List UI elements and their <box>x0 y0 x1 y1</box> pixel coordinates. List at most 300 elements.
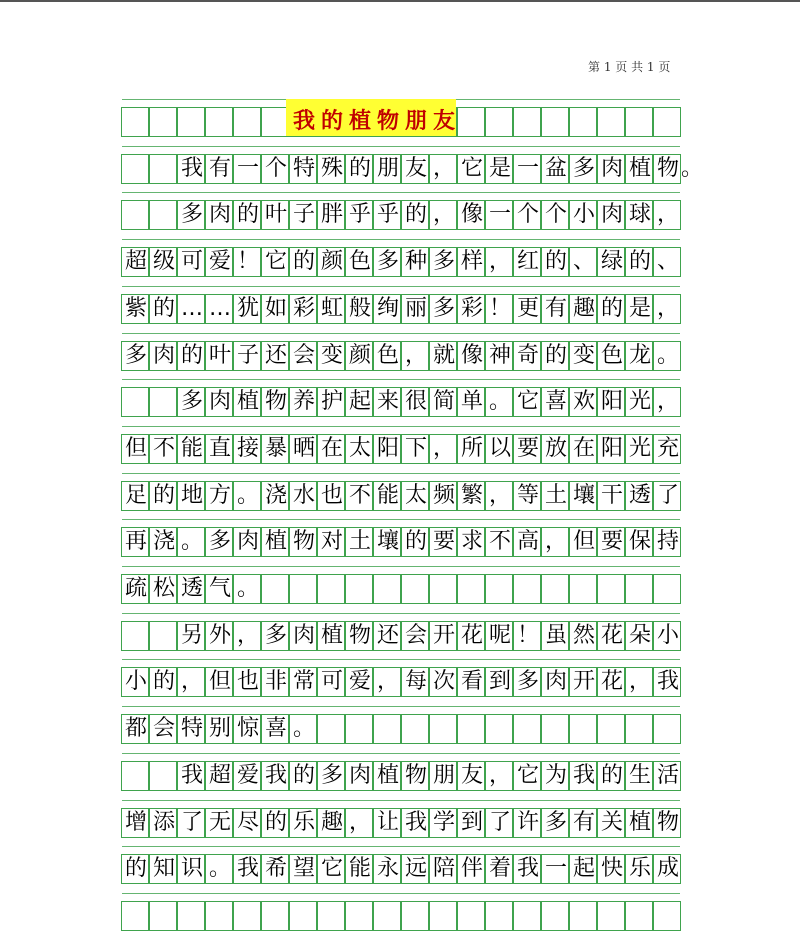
essay-char: 很 <box>404 389 427 415</box>
essay-char: 阳 <box>600 389 623 415</box>
essay-char: 干 <box>600 482 623 508</box>
essay-char: 尽 <box>236 809 259 835</box>
essay-char: 子 <box>236 342 259 368</box>
essay-char: 。 <box>292 716 315 742</box>
essay-char: 会 <box>404 622 427 648</box>
essay-char: 水 <box>292 482 315 508</box>
essay-char: 的 <box>152 669 175 695</box>
essay-char: 的 <box>544 342 567 368</box>
essay-char: 来 <box>376 389 399 415</box>
essay-char: 惊 <box>236 716 259 742</box>
essay-char: 小 <box>656 622 679 648</box>
essay-char: 变 <box>572 342 595 368</box>
essay-char: 多 <box>124 342 147 368</box>
essay-char: 它 <box>264 249 287 275</box>
grid-cell <box>485 107 513 137</box>
essay-char: 再 <box>124 529 147 555</box>
essay-char: 生 <box>628 762 651 788</box>
essay-char: 多 <box>180 389 203 415</box>
essay-char: 每 <box>404 669 427 695</box>
grid-cell <box>289 901 317 931</box>
grid-cell <box>401 714 429 744</box>
essay-char: 、 <box>656 249 679 275</box>
essay-char: 都 <box>124 716 147 742</box>
essay-char: 在 <box>320 435 343 461</box>
essay-char: 充 <box>656 435 679 461</box>
essay-char: 肉 <box>208 389 231 415</box>
essay-char: 子 <box>292 202 315 228</box>
grid-cell <box>513 574 541 604</box>
essay-char: 阳 <box>376 435 399 461</box>
essay-char: 植 <box>628 809 651 835</box>
grid-cell <box>121 761 149 791</box>
essay-char: … <box>181 295 203 321</box>
essay-char: 方 <box>208 482 231 508</box>
grid-cell <box>205 107 233 137</box>
essay-char: 我 <box>404 809 427 835</box>
essay-char: 开 <box>572 669 595 695</box>
essay-char: 了 <box>180 809 203 835</box>
essay-char: 胖 <box>320 202 343 228</box>
essay-char: 喜 <box>544 389 567 415</box>
essay-char: 龙 <box>628 342 651 368</box>
essay-char: 红 <box>516 249 539 275</box>
essay-char: 肉 <box>236 529 259 555</box>
grid-cell <box>149 621 177 651</box>
essay-char: 对 <box>320 529 343 555</box>
essay-char: 简 <box>432 389 455 415</box>
essay-char: 。 <box>656 342 679 368</box>
essay-char: 的 <box>292 249 315 275</box>
grid-cell <box>373 901 401 931</box>
essay-char: 爱 <box>236 762 259 788</box>
essay-char: 以 <box>488 435 511 461</box>
grid-cell <box>373 574 401 604</box>
essay-char: 的 <box>600 762 623 788</box>
essay-char: 种 <box>404 249 427 275</box>
essay-char: 肉 <box>152 342 175 368</box>
essay-char: 多 <box>516 669 539 695</box>
essay-char: ， <box>544 529 567 555</box>
essay-char: 友 <box>404 155 427 181</box>
essay-char: 肉 <box>292 622 315 648</box>
grid-cell <box>149 154 177 184</box>
essay-char: 个 <box>544 202 567 228</box>
essay-char: 保 <box>628 529 651 555</box>
essay-char: 次 <box>432 669 455 695</box>
grid-cell <box>149 901 177 931</box>
essay-char: 也 <box>320 482 343 508</box>
essay-char: 乎 <box>348 202 371 228</box>
grid-cell <box>597 107 625 137</box>
essay-char: 透 <box>180 576 203 601</box>
essay-char: 为 <box>544 762 567 788</box>
grid-cell <box>653 901 681 931</box>
essay-char: 多 <box>180 202 203 228</box>
essay-char: 活 <box>656 762 679 788</box>
grid-cell <box>541 574 569 604</box>
essay-char: 级 <box>152 249 175 275</box>
title-char: 友 <box>432 109 455 134</box>
essay-char: 多 <box>208 529 231 555</box>
essay-char: 了 <box>656 482 679 508</box>
essay-char: 关 <box>600 809 623 835</box>
essay-char: 殊 <box>320 155 343 181</box>
essay-char: 的 <box>264 809 287 835</box>
essay-char: ， <box>628 669 651 695</box>
essay-char: 喜 <box>264 716 287 742</box>
essay-char: 看 <box>460 669 483 695</box>
grid-cell <box>569 574 597 604</box>
essay-char: 物 <box>292 529 315 555</box>
grid-cell <box>261 107 289 137</box>
essay-char: 许 <box>516 809 539 835</box>
grid-cell <box>429 574 457 604</box>
grid-cell <box>569 107 597 137</box>
essay-char: 能 <box>348 856 371 882</box>
essay-char: ， <box>376 669 399 695</box>
essay-char: 持 <box>656 529 679 555</box>
essay-char: 让 <box>376 809 399 835</box>
essay-char: 丽 <box>404 295 427 321</box>
grid-cell <box>233 901 261 931</box>
grid-cell <box>149 107 177 137</box>
essay-char: 着 <box>488 856 511 882</box>
essay-char: 爱 <box>208 249 231 275</box>
essay-char: 我 <box>264 762 287 788</box>
essay-char: 但 <box>208 669 231 695</box>
essay-char: 呢 <box>488 622 511 648</box>
essay-char: 有 <box>208 155 231 181</box>
essay-char: ， <box>404 342 427 368</box>
essay-char: 、 <box>572 249 595 275</box>
essay-char: 的 <box>124 856 147 882</box>
essay-char: 多 <box>376 249 399 275</box>
essay-char: 单 <box>460 389 483 415</box>
essay-char: 要 <box>516 435 539 461</box>
grid-cell <box>625 107 653 137</box>
page-top-border <box>0 0 800 2</box>
essay-char: 晒 <box>292 435 315 461</box>
essay-char: 特 <box>180 716 203 742</box>
essay-char: ， <box>236 622 259 648</box>
grid-cell <box>457 574 485 604</box>
essay-char: 的 <box>404 529 427 555</box>
grid-cell <box>653 107 681 137</box>
essay-char: 一 <box>236 155 259 181</box>
essay-char: 起 <box>572 856 595 882</box>
essay-char: 色 <box>348 249 371 275</box>
essay-char: 。 <box>208 856 231 882</box>
essay-char: 我 <box>572 762 595 788</box>
essay-char: 浇 <box>152 529 175 555</box>
essay-char: 阳 <box>600 435 623 461</box>
essay-char: 朋 <box>376 155 399 181</box>
grid-cell <box>457 714 485 744</box>
essay-char: ， <box>656 389 679 415</box>
essay-char: 疏 <box>124 576 147 601</box>
grid-cell <box>541 901 569 931</box>
essay-char: 叶 <box>264 202 287 228</box>
essay-char: 也 <box>236 669 259 695</box>
essay-char: 乐 <box>628 856 651 882</box>
essay-char: 不 <box>488 529 511 555</box>
essay-char: 叶 <box>208 342 231 368</box>
essay-char: 花 <box>600 669 623 695</box>
essay-char: ！ <box>236 249 259 275</box>
essay-char: 壤 <box>572 482 595 508</box>
essay-char: 。 <box>236 576 259 601</box>
essay-char: 直 <box>208 435 231 461</box>
essay-char: 小 <box>572 202 595 228</box>
title-char: 物 <box>376 109 399 134</box>
grid-cell <box>569 714 597 744</box>
grid-cell <box>457 107 485 137</box>
essay-char: 高 <box>516 529 539 555</box>
essay-char: 是 <box>488 155 511 181</box>
grid-cell <box>485 901 513 931</box>
title-char: 我 <box>292 109 315 134</box>
grid-cell <box>317 714 345 744</box>
essay-char: 我 <box>180 762 203 788</box>
grid-cell <box>289 574 317 604</box>
essay-char: 奇 <box>516 342 539 368</box>
essay-char: 犹 <box>236 295 259 321</box>
essay-char: 远 <box>404 856 427 882</box>
essay-char: 还 <box>376 622 399 648</box>
essay-char: 外 <box>208 622 231 648</box>
essay-char: 多 <box>544 809 567 835</box>
essay-char: 。 <box>488 389 511 415</box>
essay-char: 成 <box>656 856 679 882</box>
essay-char: 望 <box>292 856 315 882</box>
grid-cell <box>121 154 149 184</box>
essay-char: 多 <box>432 295 455 321</box>
essay-char: 可 <box>320 669 343 695</box>
grid-cell <box>485 714 513 744</box>
essay-char: 像 <box>460 342 483 368</box>
essay-char: 要 <box>432 529 455 555</box>
essay-char: 我 <box>656 669 679 695</box>
essay-char: 识 <box>180 856 203 882</box>
grid-cell <box>653 714 681 744</box>
essay-char: 知 <box>152 856 175 882</box>
essay-char: 植 <box>320 622 343 648</box>
essay-char: 的 <box>152 482 175 508</box>
grid-cell <box>121 901 149 931</box>
essay-char: ， <box>432 435 455 461</box>
essay-char: 颜 <box>348 342 371 368</box>
essay-char: 气 <box>208 576 231 601</box>
essay-char: 无 <box>208 809 231 835</box>
essay-char: 多 <box>432 249 455 275</box>
essay-char: 植 <box>264 529 287 555</box>
essay-char: 植 <box>376 762 399 788</box>
grid-cell <box>401 901 429 931</box>
essay-char: 地 <box>180 482 203 508</box>
grid-cell <box>513 107 541 137</box>
grid-cell <box>121 200 149 230</box>
essay-char: 物 <box>656 809 679 835</box>
grid-cell <box>485 574 513 604</box>
essay-char: 个 <box>264 155 287 181</box>
essay-char: 肉 <box>600 155 623 181</box>
essay-char: 多 <box>320 762 343 788</box>
essay-char: 的 <box>404 202 427 228</box>
grid-cell <box>569 901 597 931</box>
essay-char: 但 <box>572 529 595 555</box>
grid-cell <box>261 574 289 604</box>
essay-char: 我 <box>516 856 539 882</box>
essay-char: 它 <box>320 856 343 882</box>
essay-char: 浇 <box>264 482 287 508</box>
essay-char: 的 <box>348 155 371 181</box>
grid-cell <box>597 714 625 744</box>
essay-char: ， <box>488 249 511 275</box>
essay-char: 非 <box>264 669 287 695</box>
essay-char: 养 <box>292 389 315 415</box>
essay-char: ， <box>488 482 511 508</box>
essay-char: 太 <box>404 482 427 508</box>
essay-char: 特 <box>292 155 315 181</box>
essay-char: 永 <box>376 856 399 882</box>
essay-char: 能 <box>376 482 399 508</box>
essay-char: 放 <box>544 435 567 461</box>
essay-char: 光 <box>628 389 651 415</box>
essay-char: 它 <box>516 389 539 415</box>
essay-char: 花 <box>460 622 483 648</box>
essay-char: ， <box>656 295 679 321</box>
essay-char: 就 <box>432 342 455 368</box>
essay-char: 暴 <box>264 435 287 461</box>
essay-char: 物 <box>404 762 427 788</box>
essay-char: 物 <box>264 389 287 415</box>
essay-char: 多 <box>264 622 287 648</box>
grid-cell <box>345 574 373 604</box>
essay-char: ， <box>348 809 371 835</box>
grid-cell <box>149 387 177 417</box>
grid-cell <box>177 901 205 931</box>
essay-char: 的 <box>600 295 623 321</box>
grid-cell <box>625 714 653 744</box>
essay-char: 有 <box>544 295 567 321</box>
essay-char: 别 <box>208 716 231 742</box>
essay-char: 希 <box>264 856 287 882</box>
grid-cell <box>541 107 569 137</box>
essay-char: 但 <box>124 435 147 461</box>
essay-char: 所 <box>460 435 483 461</box>
essay-char: 的 <box>628 249 651 275</box>
essay-char: 会 <box>152 716 175 742</box>
essay-char: 超 <box>124 249 147 275</box>
essay-char: 虽 <box>544 622 567 648</box>
essay-char: 的 <box>292 762 315 788</box>
essay-char: 松 <box>152 576 175 601</box>
essay-char: 太 <box>348 435 371 461</box>
essay-char: 超 <box>208 762 231 788</box>
essay-char: 肉 <box>544 669 567 695</box>
essay-char: 物 <box>656 155 679 181</box>
essay-char: 神 <box>488 342 511 368</box>
grid-cell <box>541 714 569 744</box>
essay-char: 要 <box>600 529 623 555</box>
essay-char: 然 <box>572 622 595 648</box>
grid-cell <box>625 574 653 604</box>
grid-cell <box>345 901 373 931</box>
page-number: 第 1 页 共 1 页 <box>588 60 671 74</box>
essay-char: 透 <box>628 482 651 508</box>
grid-cell <box>597 574 625 604</box>
essay-char: 肉 <box>348 762 371 788</box>
essay-char: 。 <box>180 529 203 555</box>
essay-char: 常 <box>292 669 315 695</box>
title-char: 的 <box>320 109 343 134</box>
essay-char: 趣 <box>320 809 343 835</box>
essay-char: 朋 <box>432 762 455 788</box>
essay-char: 个 <box>516 202 539 228</box>
grid-cell <box>625 901 653 931</box>
essay-char: 壤 <box>376 529 399 555</box>
essay-char: 学 <box>432 809 455 835</box>
essay-char: 可 <box>180 249 203 275</box>
essay-char: 一 <box>488 202 511 228</box>
essay-char: 等 <box>516 482 539 508</box>
essay-char: 伴 <box>460 856 483 882</box>
essay-char: 一 <box>544 856 567 882</box>
grid-cell <box>373 714 401 744</box>
essay-char: ， <box>488 762 511 788</box>
essay-char: 快 <box>600 856 623 882</box>
grid-cell <box>597 901 625 931</box>
essay-char: 护 <box>320 389 343 415</box>
title-char: 朋 <box>404 109 427 134</box>
essay-char: 盆 <box>544 155 567 181</box>
essay-char: 紫 <box>124 295 147 321</box>
grid-cell <box>513 714 541 744</box>
essay-char: 的 <box>544 249 567 275</box>
essay-char: ， <box>432 155 455 181</box>
essay-char: 植 <box>628 155 651 181</box>
essay-char: 彩 <box>460 295 483 321</box>
essay-char: 更 <box>516 295 539 321</box>
essay-char: 乐 <box>292 809 315 835</box>
essay-char: 花 <box>600 622 623 648</box>
essay-char: 光 <box>628 435 651 461</box>
essay-char: 到 <box>460 809 483 835</box>
essay-char: 它 <box>516 762 539 788</box>
essay-char: 了 <box>488 809 511 835</box>
essay-char: 欢 <box>572 389 595 415</box>
title-char: 植 <box>348 109 371 134</box>
grid-cell <box>149 200 177 230</box>
essay-char: 像 <box>460 202 483 228</box>
grid-cell <box>233 107 261 137</box>
essay-char: 小 <box>124 669 147 695</box>
essay-char: 接 <box>236 435 259 461</box>
essay-char: 肉 <box>600 202 623 228</box>
grid-cell <box>177 107 205 137</box>
essay-char: 它 <box>460 155 483 181</box>
grid-cell <box>429 901 457 931</box>
grid-cell <box>317 901 345 931</box>
grid-cell <box>429 714 457 744</box>
grid-cell <box>457 901 485 931</box>
essay-char: … <box>209 295 231 321</box>
essay-char: 我 <box>180 155 203 181</box>
essay-char: 不 <box>152 435 175 461</box>
essay-char: 有 <box>572 809 595 835</box>
essay-char: ！ <box>488 295 511 321</box>
